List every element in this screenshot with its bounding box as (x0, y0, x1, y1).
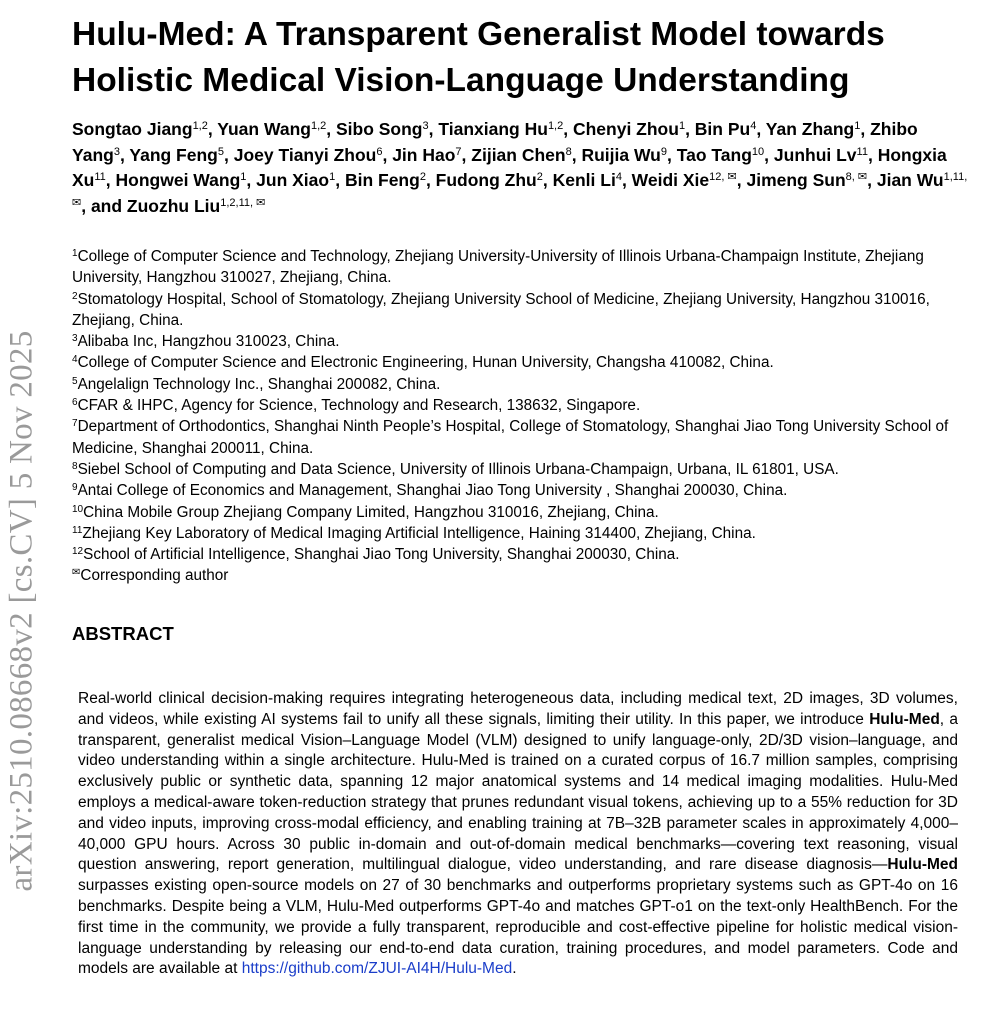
affiliation-text: College of Computer Science and Technology, Zhejiang University-University of Illinois Urbana-Champaign Institute, Zhejiang University, Hangzhou 310027, Zhejiang, China. (72, 248, 924, 287)
paper-title (72, 12, 972, 104)
author-name: Weidi Xie (631, 170, 710, 190)
author (345, 170, 426, 190)
author (72, 119, 208, 139)
affiliation-text: Department of Orthodontics, Shanghai Ninth People’s Hospital, College of Stomatology, Shanghai Jiao Tong University School of Medicine, Shanghai 200011, China. (72, 418, 949, 457)
affiliation-text: China Mobile Group Zhejiang Company Limited, Hangzhou 310016, Zhejiang, China. (83, 503, 659, 521)
affiliation-item (72, 544, 977, 565)
author (256, 170, 335, 190)
affiliation-list (72, 246, 977, 587)
affiliation-marker: 10 (72, 503, 84, 515)
author-affiliation-marker: 12, ✉ (709, 171, 737, 183)
author (677, 145, 764, 165)
author-name: Hongwei Wang (115, 170, 241, 190)
abstract-heading: ABSTRACT (72, 623, 174, 644)
author-name: Jun Xiao (256, 170, 330, 190)
affiliation-marker: 1 (72, 248, 78, 259)
affiliation-item (72, 565, 977, 586)
author-name: Junhui Lv (773, 144, 857, 165)
author-affiliation-marker: 11 (94, 171, 106, 183)
author (116, 170, 247, 190)
affiliation-text: Antai College of Economics and Management, Shanghai Jiao Tong University , Shanghai 200030, China. (77, 482, 788, 500)
author (438, 119, 563, 139)
author (336, 119, 429, 139)
affiliation-item (72, 416, 977, 459)
author-name: Zhibo Yang (72, 119, 918, 165)
author (217, 119, 326, 139)
author-affiliation-marker: 1,2 (310, 120, 327, 132)
author (234, 145, 383, 165)
author-affiliation-marker: 1,2,11, ✉ (220, 196, 266, 209)
affiliation-text: Stomatology Hospital, School of Stomatology, Zhejiang University School of Medicine, Zhejiang University, Hangzhou 310016, Zhejiang, China. (72, 290, 930, 329)
affiliation-marker: 4 (72, 354, 78, 366)
affiliation-text: CFAR & IHPC, Agency for Science, Technology and Research, 138632, Singapore. (77, 397, 641, 415)
affiliation-marker: 5 (72, 375, 78, 387)
affiliation-marker: 8 (72, 460, 78, 472)
affiliation-marker: 3 (72, 333, 78, 345)
author (632, 170, 737, 190)
affiliation-text: Siebel School of Computing and Data Science, University of Illinois Urbana-Champaign, Urbana, IL 61801, USA. (77, 460, 839, 478)
author-name: Tao Tang (676, 144, 752, 165)
affiliation-marker: 9 (72, 482, 78, 494)
author (471, 145, 571, 165)
author (573, 119, 685, 139)
author (695, 119, 757, 139)
author-name: Joey Tianyi Zhou (233, 144, 377, 165)
affiliation-text: Angelalign Technology Inc., Shanghai 200082, China. (77, 375, 441, 393)
author (774, 145, 868, 165)
author (91, 196, 265, 216)
author-name: Songtao Jiang (72, 119, 193, 139)
affiliation-item (72, 480, 977, 501)
author-affiliation-marker: 4 (750, 120, 757, 132)
author-name: and Zuozhu Liu (90, 195, 221, 216)
author-name: Yang Feng (129, 144, 218, 165)
abstract-text-1: Real-world clinical decision-making requires integrating heterogeneous data, including medical text, 2D images, 3D volumes, and videos, while existing AI systems fail to unify all these signals, limiting their utility. In this paper, we introduce (78, 690, 958, 728)
title-line-1: Hulu-Med: A Transparent Generalist Model towards (72, 16, 885, 53)
author-affiliation-marker: 6 (376, 145, 383, 158)
affiliation-item (72, 246, 977, 289)
author-affiliation-marker: 1 (678, 120, 686, 132)
author-affiliation-marker: 1 (854, 120, 861, 132)
author-name: Zijian Chen (471, 144, 566, 165)
author-affiliation-marker: 2 (536, 171, 543, 183)
author-affiliation-marker: 11 (856, 145, 868, 158)
affiliation-item (72, 331, 977, 352)
author-affiliation-marker: 1,2 (547, 120, 564, 132)
affiliation-item (72, 374, 977, 395)
affiliation-marker: 6 (72, 397, 78, 409)
author-affiliation-marker: 1,11, ✉ (72, 171, 968, 209)
affiliation-item (72, 502, 977, 523)
author-name: Jin Hao (392, 144, 456, 165)
author-list: Songtao Jiang$^{1,2}$, Yuan Wang$^{1,2}$, Sibo Song$^3$, Tianxiang Hu$^{1,2}$, Chenyi Zhou$^1$, Bin Pu$^4$, Yan Zhang$^1$, Zhibo Yang$^3$, Yang Feng$^5$, Joey Tianyi Zhou$^6$, Jin Hao$^7$, Zijian Chen$^8$, Ruijia Wu$^9$, Tao Tang$^{10}$, Junhui Lv$^{11}$, Hongxia Xu$^{11}$, Hongwei Wang$^1$, Jun Xiao$^1$, Bin Feng$^2$, Fudong Zhu$^2$, Kenli Li$^4$, Weidi Xie$^{12, ✉}$, Jimeng Sun$^{8, ✉}$, Jian $Wu^{1,11, ✉}$, and Zuozhu Liu$^{1,2,11, ✉}$ (72, 119, 968, 216)
author-affiliation-marker: 1,2 (192, 120, 208, 132)
author-name: Fudong Zhu (435, 170, 537, 190)
affiliation-marker: 11 (72, 524, 83, 536)
affiliation-item (72, 395, 977, 416)
affiliation-marker: 12 (72, 546, 84, 558)
author (436, 170, 543, 190)
author-name: Chenyi Zhou (572, 119, 679, 139)
abstract-model-name: Hulu-Med (869, 710, 940, 728)
author-affiliation-marker: 3 (113, 145, 120, 158)
abstract-body (78, 689, 958, 980)
author-affiliation-marker: 10 (751, 145, 765, 158)
arxiv-stamp-text: arXiv:2510.08668v2 [cs.CV] 5 Nov 2025 (3, 330, 40, 892)
author-name: Sibo Song (335, 119, 423, 139)
author-affiliation-marker: 3 (422, 120, 429, 132)
author (766, 119, 861, 139)
author (553, 170, 622, 190)
affiliation-text: School of Artificial Intelligence, Shanghai Jiao Tong University, Shanghai 200030, China. (83, 546, 680, 564)
author-name: Jimeng Sun (746, 170, 846, 190)
affiliation-item (72, 352, 977, 373)
author-name: Tianxiang Hu (438, 119, 548, 139)
affiliation-item (72, 289, 977, 332)
author-affiliation-marker: 7 (455, 145, 462, 158)
author-affiliation-marker: 1 (240, 171, 247, 183)
abstract-model-name: Hulu-Med (887, 856, 958, 874)
author (581, 145, 667, 165)
author-affiliation-marker: 2 (419, 171, 426, 183)
affiliation-text: College of Computer Science and Electronic Engineering, Hunan University, Changsha 410082, China. (77, 354, 774, 372)
author-affiliation-marker: 5 (217, 145, 224, 158)
affiliation-text: Corresponding author (80, 567, 229, 585)
code-link[interactable]: https://github.com/ZJUI-AI4H/Hulu-Med (241, 960, 513, 978)
abstract-text-2: , a transparent, generalist medical Vision–Language Model (VLM) designed to unify language-only, 2D/3D vision–language, and video understanding within a single architecture. Hulu-Med is trained on a curated corpus of 16.7 million samples, comprising exclusively public or synthetic data, spanning 12 major anatomical systems and 14 medical imaging modalities. Hulu-Med employs a medical-aware token-reduction strategy that prunes redundant visual tokens, achieving up to a 55% reduction for 3D and video inputs, improving cross-modal efficiency, and enabling training at 7B–32B parameter scales in approximately 4,000–40,000 GPU hours. Across 30 public in-domain and out-of-domain medical benchmarks—covering text reasoning, visual question answering, report generation, multilingual dialogue, video understanding, and rare disease diagnosis— (78, 710, 959, 874)
author-affiliation-marker: 8 (565, 145, 572, 158)
affiliation-marker: ✉ (72, 567, 81, 579)
abstract-end: . (512, 960, 517, 978)
affiliation-item (72, 523, 977, 544)
author-affiliation-marker: 1 (329, 171, 336, 183)
affiliation-marker: 2 (72, 290, 78, 302)
arxiv-stamp (2, 305, 42, 917)
author-name: Bin Feng (344, 170, 420, 190)
affiliation-marker: 7 (72, 418, 78, 430)
author-affiliation-marker: 4 (615, 171, 622, 183)
author-affiliation-marker: 9 (660, 145, 667, 158)
author-name: Jian Wu (876, 170, 944, 190)
affiliation-text: Zhejiang Key Laboratory of Medical Imaging Artificial Intelligence, Haining 314400, Zhejiang, China. (82, 524, 756, 542)
author-name: Ruijia Wu (581, 144, 661, 165)
author (392, 145, 461, 165)
author-name: Yan Zhang (765, 119, 855, 139)
author (746, 170, 867, 190)
author-affiliation-marker: 8, ✉ (845, 171, 868, 183)
author-name: Bin Pu (694, 119, 751, 139)
author-name: Kenli Li (552, 170, 616, 190)
title-line-2: Holistic Medical Vision-Language Understanding (72, 62, 850, 99)
author (129, 145, 224, 165)
affiliation-text: Alibaba Inc, Hangzhou 310023, China. (77, 333, 340, 351)
abstract-text-3: surpasses existing open-source models on 27 of 30 benchmarks and outperforms proprietary systems such as GPT-4o on 16 benchmarks. Despite being a VLM, Hulu-Med outperforms GPT-4o and matches GPT-o1 on the text-only HealthBench. For the first time in the community, we provide a fully transparent, reproducible and cost-effective pipeline for holistic medical vision-language understanding by releasing our end-to-end data curation, training procedures, and model parameters. Code and models are available at (78, 877, 958, 978)
author-name: Hongxia Xu (72, 144, 947, 190)
affiliation-item (72, 459, 977, 480)
author-name: Yuan Wang (217, 119, 311, 139)
